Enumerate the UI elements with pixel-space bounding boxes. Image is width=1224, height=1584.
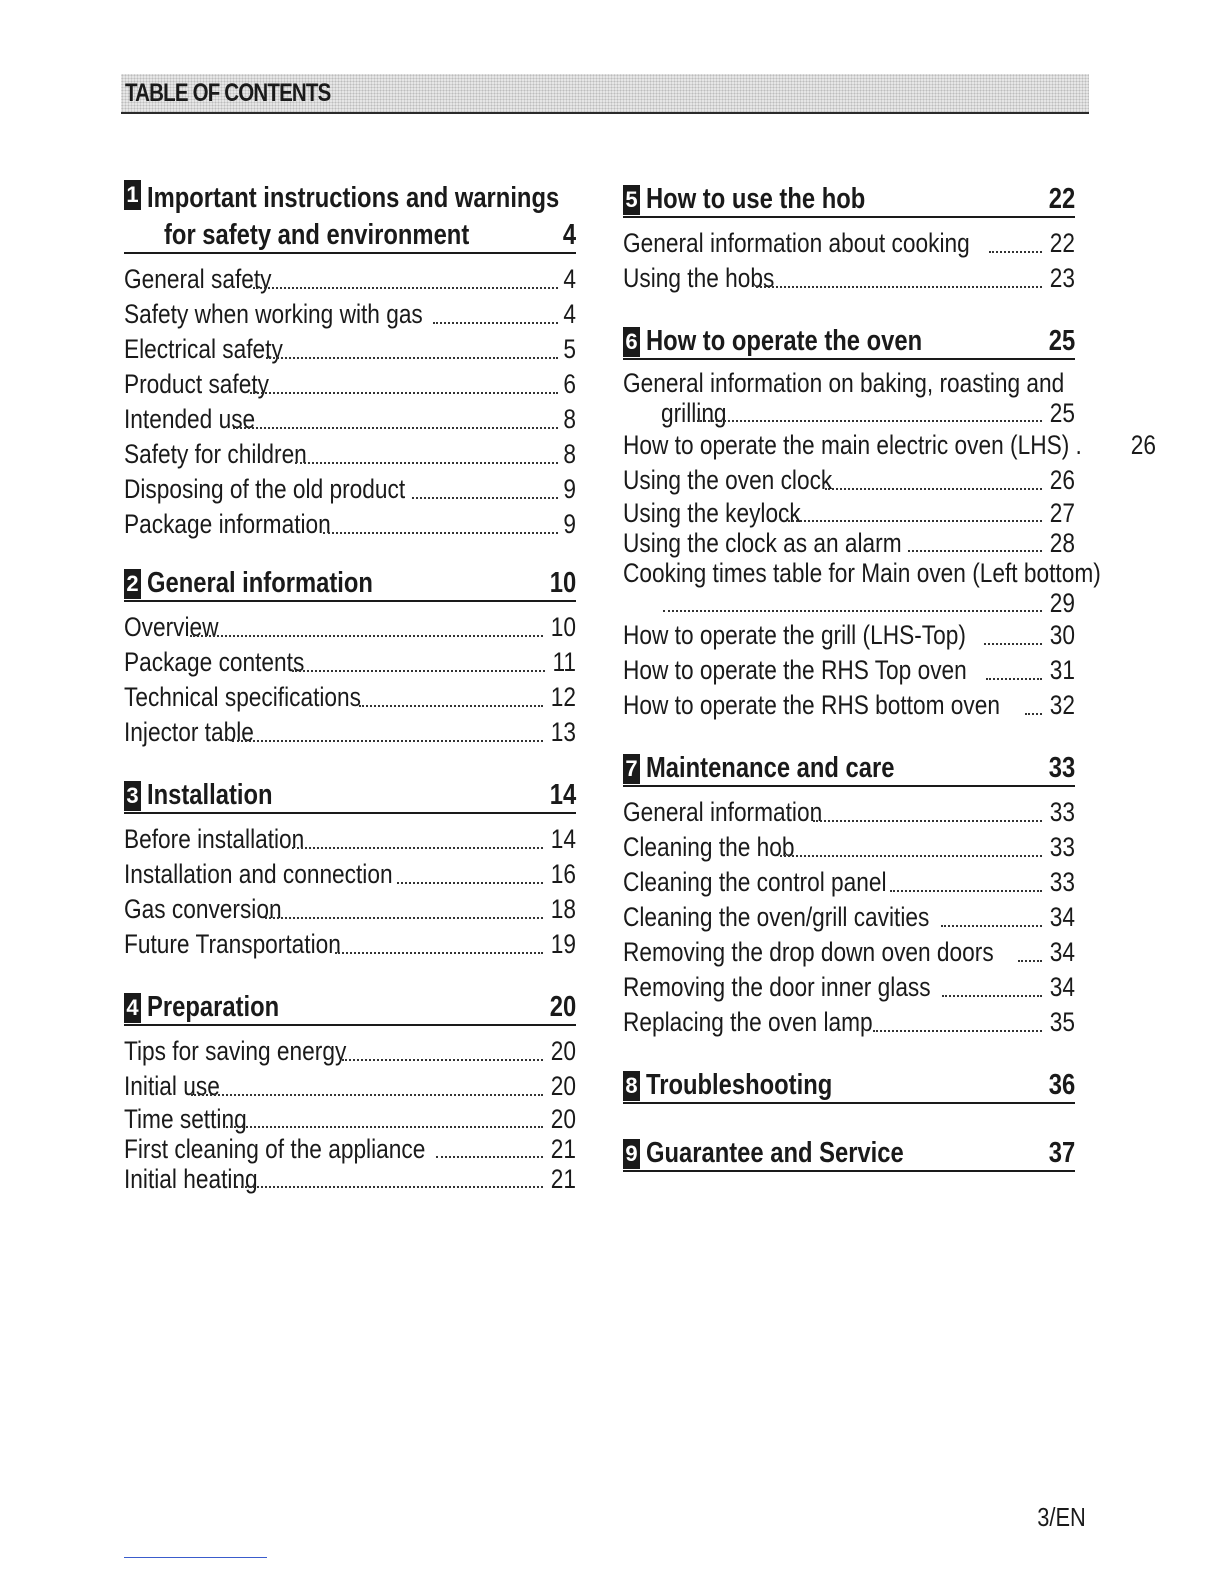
entry-page: 30 <box>1049 620 1075 650</box>
entry-title: Gas conversion <box>124 894 282 924</box>
section-page-number: 37 <box>1048 1137 1075 1169</box>
toc-right-column <box>623 180 1156 1198</box>
entry-title: Package contents <box>124 647 305 677</box>
leader-dots <box>984 643 1041 645</box>
entry-page: 13 <box>550 717 576 747</box>
entry-title: Cooking times table for Main oven (Left bottom) <box>623 558 1101 588</box>
entry-title: Future Transportation <box>124 929 341 959</box>
toc-entry[interactable] <box>623 653 1075 688</box>
leader-dots <box>663 610 1042 612</box>
leader-dots <box>989 251 1042 253</box>
section-number-badge: 4 <box>124 993 141 1023</box>
toc-entry[interactable] <box>124 367 576 402</box>
entry-title: General safety <box>124 264 272 294</box>
footer-rule <box>124 1557 267 1558</box>
toc-section-6 <box>623 322 1156 723</box>
entry-page: 14 <box>550 824 576 854</box>
entry-title: Technical specifications <box>124 682 362 712</box>
toc-entry[interactable] <box>124 332 576 367</box>
section-page-number: 33 <box>1048 752 1075 784</box>
entry-title: Cleaning the oven/grill cavities <box>623 902 930 932</box>
entry-title: How to operate the RHS Top oven <box>623 655 967 685</box>
toc-entry[interactable] <box>124 402 576 437</box>
toc-section-2 <box>124 564 576 750</box>
leader-dots <box>292 847 543 849</box>
leader-dots <box>295 462 558 464</box>
leader-dots <box>1018 960 1042 962</box>
section-heading[interactable] <box>124 180 576 254</box>
entry-title: Overview <box>124 612 219 642</box>
toc-entry[interactable] <box>124 892 576 927</box>
entry-page: 11 <box>552 647 576 677</box>
toc-entry[interactable] <box>124 1034 576 1069</box>
section-page-number: 36 <box>1048 1069 1075 1101</box>
section-title: Troubleshooting <box>646 1069 833 1101</box>
leader-dots <box>236 1186 543 1188</box>
leader-dots <box>780 855 1042 857</box>
entry-page: 20 <box>550 1104 576 1134</box>
toc-entry[interactable] <box>124 297 576 332</box>
entry-page: 8 <box>563 404 576 434</box>
section-title: Guarantee and Service <box>646 1137 904 1169</box>
toc-section-8 <box>623 1066 1075 1104</box>
section-page-number: 10 <box>549 567 576 599</box>
leader-dots <box>232 740 543 742</box>
toc-entry-multiline[interactable] <box>623 368 1075 428</box>
entry-page: 18 <box>550 894 576 924</box>
leader-dots <box>433 322 558 324</box>
leader-dots <box>1025 713 1042 715</box>
section-title-line2: for safety and environment <box>164 219 470 251</box>
leader-dots <box>813 820 1042 822</box>
leader-dots <box>942 995 1041 997</box>
section-number-badge: 6 <box>623 327 640 357</box>
leader-dots <box>323 532 558 534</box>
section-page-number: 22 <box>1048 183 1075 215</box>
section-title: How to operate the oven <box>646 325 923 357</box>
section-number-badge: 7 <box>623 754 640 784</box>
entry-page: 28 <box>1049 528 1075 558</box>
toc-section-4 <box>124 988 576 1194</box>
entry-title: Initial heating <box>124 1164 258 1194</box>
section-number-badge: 8 <box>623 1071 640 1101</box>
toc-entry[interactable] <box>124 472 576 507</box>
leader-dots <box>697 420 1042 422</box>
leader-dots <box>908 550 1042 552</box>
entry-title: Safety for children <box>124 439 307 469</box>
entry-page: 12 <box>550 682 576 712</box>
entry-page: 9 <box>563 509 576 539</box>
entry-page: 21 <box>550 1134 576 1164</box>
entry-title: General information <box>623 797 823 827</box>
toc-entry[interactable] <box>623 261 1075 296</box>
section-heading[interactable] <box>623 1066 1075 1104</box>
entry-title: Disposing of the old product <box>124 474 406 504</box>
toc-entry[interactable] <box>124 1104 576 1134</box>
section-title: Installation <box>147 779 273 811</box>
toc-entry[interactable] <box>124 262 576 297</box>
entry-title: First cleaning of the appliance <box>124 1134 426 1164</box>
leader-dots <box>223 1126 543 1128</box>
toc-entry[interactable] <box>623 498 1075 528</box>
entry-page: 22 <box>1049 228 1075 258</box>
toc-entry[interactable] <box>623 970 1075 1005</box>
section-number-badge: 5 <box>623 185 640 215</box>
section-heading[interactable] <box>623 322 1075 360</box>
entry-title: Using the hobs <box>623 263 775 293</box>
section-title: General information <box>147 567 373 599</box>
entry-page: 23 <box>1049 263 1075 293</box>
section-number-badge: 1 <box>124 180 141 210</box>
entry-page: 33 <box>1049 832 1075 862</box>
section-page-number: 25 <box>1048 325 1075 357</box>
entry-title: Electrical safety <box>124 334 283 364</box>
entry-title: Safety when working with gas <box>124 299 423 329</box>
section-number-badge: 2 <box>124 569 141 599</box>
leader-dots <box>190 635 543 637</box>
section-page-number: 20 <box>549 991 576 1023</box>
toc-left-column <box>124 180 576 1220</box>
toc-section-9 <box>623 1134 1075 1172</box>
entry-page: 34 <box>1049 972 1075 1002</box>
entry-page: 33 <box>1049 867 1075 897</box>
leader-dots <box>292 670 545 672</box>
entry-title: Cleaning the control panel <box>623 867 887 897</box>
entry-page: 34 <box>1049 937 1075 967</box>
entry-page: 33 <box>1049 797 1075 827</box>
toc-entry[interactable] <box>124 507 576 542</box>
section-number-badge: 9 <box>623 1139 640 1169</box>
entry-title: Using the oven clock <box>623 465 833 495</box>
toc-entry[interactable] <box>124 822 576 857</box>
toc-entry[interactable] <box>623 1005 1075 1040</box>
toc-entry[interactable] <box>124 1134 576 1164</box>
toc-entry[interactable] <box>124 927 576 962</box>
toc-entry[interactable] <box>623 226 1075 261</box>
toc-entry[interactable] <box>623 935 1075 970</box>
toc-entry[interactable] <box>124 715 576 750</box>
leader-dots <box>756 286 1042 288</box>
entry-title-cont: grilling <box>661 398 727 428</box>
toc-entry[interactable] <box>623 528 1075 558</box>
toc-entry[interactable] <box>623 463 1075 498</box>
entry-page: 35 <box>1049 1007 1075 1037</box>
section-heading[interactable] <box>623 749 1075 787</box>
section-title: Important instructions and warnings <box>147 182 560 214</box>
entry-title: Cleaning the hob <box>623 832 795 862</box>
entry-page: 20 <box>550 1036 576 1066</box>
leader-dots <box>986 678 1042 680</box>
entry-title: General information about cooking <box>623 228 970 258</box>
entry-title: Using the keylock <box>623 498 801 528</box>
entry-title: How to operate the grill (LHS-Top) <box>623 620 966 650</box>
toc-entry[interactable] <box>124 857 576 892</box>
entry-title: Tips for saving energy <box>124 1036 347 1066</box>
entry-title: Using the clock as an alarm <box>623 528 902 558</box>
leader-dots <box>265 917 543 919</box>
toc-entry[interactable] <box>124 680 576 715</box>
entry-title: Package information <box>124 509 331 539</box>
entry-page: 26 <box>1049 465 1075 495</box>
toc-entry-multiline[interactable] <box>623 558 1101 618</box>
section-title: Preparation <box>147 991 280 1023</box>
entry-page: 21 <box>550 1164 576 1194</box>
toc-section-5 <box>623 180 1075 296</box>
section-heading[interactable] <box>124 776 576 814</box>
leader-dots <box>335 952 543 954</box>
entry-title: Installation and connection <box>124 859 393 889</box>
entry-page: 5 <box>563 334 576 364</box>
page-number: 3/EN <box>1037 1502 1086 1532</box>
entry-page: 10 <box>550 612 576 642</box>
entry-title: Product safety <box>124 369 269 399</box>
toc-entry[interactable] <box>623 795 1075 830</box>
entry-page: 6 <box>563 369 576 399</box>
entry-page: 8 <box>563 439 576 469</box>
entry-page: 9 <box>563 474 576 504</box>
section-heading[interactable] <box>124 564 576 602</box>
toc-entry[interactable] <box>124 610 576 645</box>
leader-dots <box>436 1156 543 1158</box>
entry-page: 4 <box>563 264 576 294</box>
entry-title: Time setting <box>124 1104 247 1134</box>
entry-page: 31 <box>1049 655 1075 685</box>
entry-page: 16 <box>550 859 576 889</box>
leader-dots <box>342 1059 543 1061</box>
toc-entry[interactable] <box>124 437 576 472</box>
leader-dots <box>788 520 1042 522</box>
section-heading[interactable] <box>623 180 1075 218</box>
entry-title: Injector table <box>124 717 254 747</box>
toc-entry[interactable] <box>623 618 1075 653</box>
entry-page: 25 <box>1049 398 1075 428</box>
section-page-number: 4 <box>562 219 576 251</box>
entry-title: Removing the drop down oven doors <box>623 937 994 967</box>
leader-dots <box>397 882 543 884</box>
toc-section-1 <box>124 180 576 542</box>
leader-dots <box>412 497 558 499</box>
section-title: Maintenance and care <box>646 752 895 784</box>
entry-page: 26 <box>1130 430 1156 460</box>
entry-title: General information on baking, roasting and <box>623 368 1065 398</box>
section-page-number: 14 <box>549 779 576 811</box>
toc-entry[interactable] <box>623 428 1156 463</box>
entry-page: 34 <box>1049 902 1075 932</box>
section-number-badge: 3 <box>124 781 141 811</box>
toc-section-3 <box>124 776 576 962</box>
leader-dots <box>359 705 543 707</box>
toc-entry[interactable] <box>124 1164 576 1194</box>
leader-dots <box>873 1030 1041 1032</box>
entry-page: 27 <box>1049 498 1075 528</box>
page-title: TABLE OF CONTENTS <box>125 79 331 107</box>
leader-dots <box>890 890 1042 892</box>
entry-title: Replacing the oven lamp <box>623 1007 873 1037</box>
entry-title: Removing the door inner glass <box>623 972 931 1002</box>
toc-entry[interactable] <box>124 1069 576 1104</box>
toc-entry[interactable] <box>623 688 1075 723</box>
entry-page: 32 <box>1049 690 1075 720</box>
toc-entry[interactable] <box>623 865 1075 900</box>
entry-title: Intended use <box>124 404 256 434</box>
entry-title: How to operate the main electric oven (LHS) . <box>623 430 1082 460</box>
entry-title: Before installation <box>124 824 305 854</box>
leader-dots <box>253 287 558 289</box>
leader-dots <box>941 925 1042 927</box>
leader-dots <box>266 357 558 359</box>
leader-dots <box>250 392 558 394</box>
entry-page: 20 <box>550 1071 576 1101</box>
section-heading[interactable] <box>124 988 576 1026</box>
toc-entry[interactable] <box>623 830 1075 865</box>
toc-header-band <box>121 74 1089 114</box>
section-title: How to use the hob <box>646 183 866 215</box>
entry-title: Initial use <box>124 1071 220 1101</box>
entry-page: 29 <box>1049 588 1075 618</box>
leader-dots <box>191 1094 543 1096</box>
toc-entry[interactable] <box>623 900 1075 935</box>
toc-entry[interactable] <box>124 645 576 680</box>
entry-page: 19 <box>550 929 576 959</box>
section-heading[interactable] <box>623 1134 1075 1172</box>
entry-title: How to operate the RHS bottom oven <box>623 690 1000 720</box>
toc-section-7 <box>623 749 1075 1040</box>
entry-page: 4 <box>563 299 576 329</box>
leader-dots <box>825 488 1042 490</box>
leader-dots <box>233 427 558 429</box>
